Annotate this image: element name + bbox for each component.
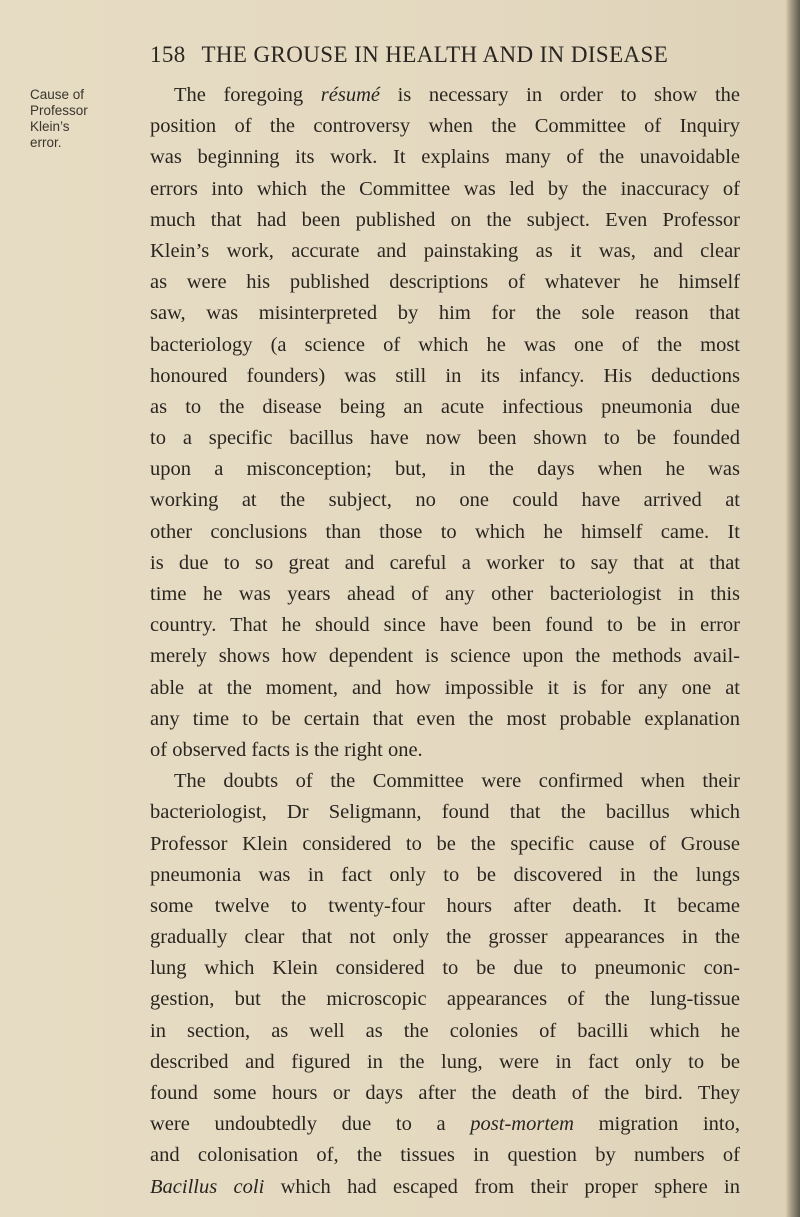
text-line: was beginning its work. It explains many of the unavoidable	[150, 146, 740, 169]
text-line: gestion, but the microscopic appearances of the lung-tissue	[150, 988, 740, 1011]
text-line: bacteriology (a science of which he was one of the most	[150, 333, 740, 356]
text-line: able at the moment, and how impossible it is for any one at	[150, 676, 740, 699]
text-line: some twelve to twenty-four hours after death. It became	[150, 894, 740, 917]
margin-note-line: Professor	[30, 103, 88, 118]
page-edge-shadow	[786, 0, 800, 1217]
text-line: pneumonia was in fact only to be discovered in the lungs	[150, 863, 740, 886]
text-line: Klein’s work, accurate and painstaking as it was, and clear	[150, 239, 740, 262]
text-line: as were his published descriptions of whatever he himself	[150, 271, 740, 294]
margin-note-line: Klein’s	[30, 119, 70, 134]
text-line: The foregoing résumé is necessary in order to show the	[174, 84, 740, 106]
text-line: much that had been published on the subject. Even Professor	[150, 208, 740, 231]
running-title: THE GROUSE IN HEALTH AND IN DISEASE	[201, 42, 669, 67]
running-head	[150, 42, 770, 68]
italic-term: résumé	[320, 84, 380, 106]
text-line: upon a misconception; but, in the days when he was	[150, 458, 740, 481]
margin-note-line: error.	[30, 135, 62, 150]
text-line: of observed facts is the right one.	[150, 738, 423, 761]
text-line: found some hours or days after the death of the bird. They	[150, 1082, 740, 1104]
text-line: saw, was misinterpreted by him for the sole reason that	[150, 302, 740, 325]
text-line: were undoubtedly due to a post-mortem migration into,	[150, 1113, 740, 1136]
body-text	[150, 80, 740, 1203]
text-line: errors into which the Committee was led by the inaccuracy of	[150, 177, 740, 200]
margin-note	[30, 87, 140, 151]
text-line: to a specific bacillus have now been shown to be founded	[150, 427, 740, 450]
text-line: time he was years ahead of any other bacteriologist in this	[150, 583, 740, 605]
text-line: working at the subject, no one could have arrived at	[150, 489, 740, 512]
page-number: 158	[150, 42, 186, 67]
text-line: gradually clear that not only the grosser appearances in the	[150, 926, 740, 949]
text-line: described and figured in the lung, were in fact only to be	[150, 1050, 740, 1073]
text-line: honoured founders) was still in its infancy. His deductions	[150, 364, 740, 387]
text-line: in section, as well as the colonies of bacilli which he	[150, 1019, 740, 1042]
text-line: bacteriologist, Dr Seligmann, found that the bacillus which	[150, 801, 740, 824]
text-line: lung which Klein considered to be due to pneumonic con-	[150, 957, 740, 980]
text-line: any time to be certain that even the most probable explanation	[150, 707, 740, 730]
text-line: Bacillus coli which had escaped from their proper sphere in	[150, 1175, 740, 1198]
text-line: is due to so great and careful a worker to say that at that	[150, 551, 740, 574]
text-line: as to the disease being an acute infectious pneumonia due	[150, 395, 740, 418]
text-line: merely shows how dependent is science upon the methods avail-	[150, 645, 740, 668]
text-line: other conclusions than those to which he himself came. It	[150, 520, 740, 543]
italic-term: Bacillus coli	[150, 1175, 265, 1198]
text-line: position of the controversy when the Committee of Inquiry	[150, 115, 740, 138]
italic-term: post-mortem	[470, 1113, 574, 1136]
margin-note-line: Cause of	[30, 87, 85, 102]
text-line: country. That he should since have been found to be in error	[150, 614, 740, 637]
text-line: and colonisation of, the tissues in question by numbers of	[150, 1144, 740, 1167]
text-line: Professor Klein considered to be the specific cause of Grouse	[150, 832, 740, 855]
text-line: The doubts of the Committee were confirmed when their	[174, 770, 740, 793]
